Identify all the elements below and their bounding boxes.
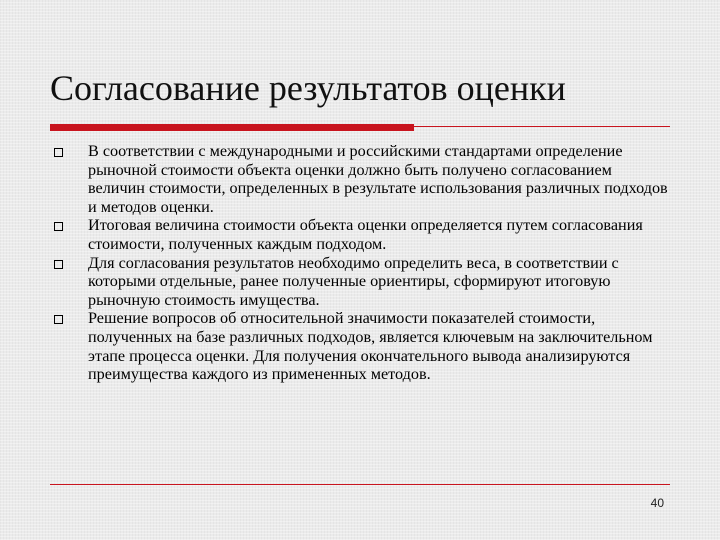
footer-divider (50, 484, 670, 485)
bullet-text: Решение вопросов об относительной значимости показателей стоимости, полученных на базе различных подходов, является ключевым на заключительном этапе процесса оценки. Для получения окончательного вывода анализируются преимущества каждого из примененных методов. (88, 309, 653, 384)
bullet-list (50, 142, 670, 384)
hollow-square-bullet-icon (54, 315, 63, 324)
bullet-text: В соответствии с международными и российскими стандартами определение рыночной стоимости объекта оценки должно быть получено согласованием величин стоимости, определенных в результате использования различных подходов и методов оценки. (88, 142, 668, 216)
bullet-item (50, 142, 670, 216)
title-underline-accent (50, 124, 414, 131)
bullet-item (50, 254, 670, 310)
hollow-square-bullet-icon (54, 222, 63, 231)
hollow-square-bullet-icon (54, 260, 63, 269)
hollow-square-bullet-icon (54, 148, 63, 157)
bullet-item (50, 216, 670, 253)
bullet-text: Итоговая величина стоимости объекта оценки определяется путем согласования стоимости, полученных каждым подходом. (88, 216, 643, 253)
bullet-item (50, 309, 670, 383)
bullet-text: Для согласования результатов необходимо определить веса, в соответствии с которыми отдельные, ранее полученные ориентиры, сформируют итоговую рыночную стоимость имущества. (88, 253, 619, 309)
slide-title: Согласование результатов оценки (50, 68, 566, 108)
page-number: 40 (650, 496, 664, 510)
